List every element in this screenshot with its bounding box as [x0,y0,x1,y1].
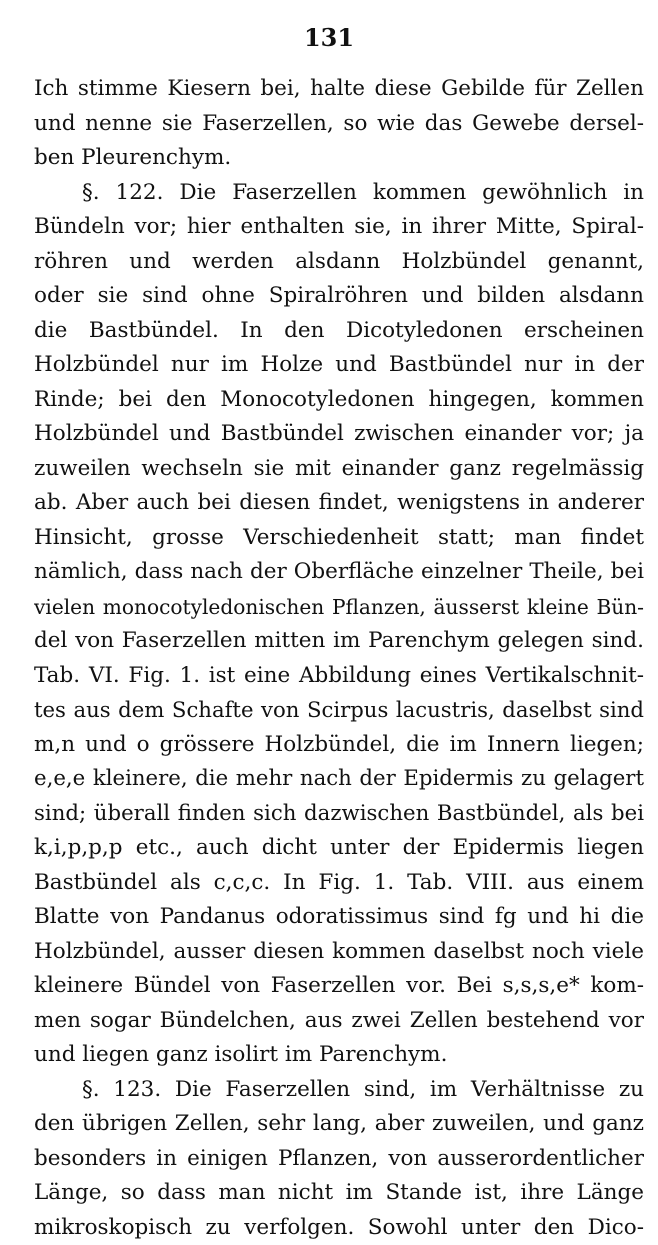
text-line: und liegen ganz isolirt im Parenchym. [34,1038,644,1073]
text-line: nämlich, dass nach der Oberfläche einzelner Theile, bei [34,555,644,590]
text-line: Blatte von Pandanus odoratissimus sind fg und hi die [34,900,644,935]
text-line: tes aus dem Schafte von Scirpus lacustris, daselbst sind [34,693,644,728]
text-line: die Bastbündel. In den Dicotyledonen erscheinen [34,314,644,349]
text-line: Bündeln vor; hier enthalten sie, in ihrer Mitte, Spiral- [34,210,644,245]
text-line: ben Pleurenchym. [34,141,644,176]
text-line: ab. Aber auch bei diesen findet, wenigstens in anderer [34,486,644,521]
text-line: Holzbündel und Bastbündel zwischen einander vor; ja [34,417,644,452]
text-line: m,n und o grössere Holzbündel, die im Innern liegen; [34,728,644,763]
text-line: men sogar Bündelchen, aus zwei Zellen bestehend vor [34,1004,644,1039]
text-line: Holzbündel nur im Holze und Bastbündel nur in der [34,348,644,383]
text-line: besonders in einigen Pflanzen, von ausserordentlicher [34,1142,644,1177]
text-line: vielen monocotyledonischen Pflanzen, äusserst kleine Bün- [34,590,644,625]
section-122-start: §. 122. Die Faserzellen kommen gewöhnlich in [34,176,644,211]
text-line: mikroskopisch zu verfolgen. Sowohl unter den Dico- [34,1211,644,1245]
text-line: den übrigen Zellen, sehr lang, aber zuweilen, und ganz [34,1107,644,1142]
text-line: k,i,p,p,p etc., auch dicht unter der Epidermis liegen [34,831,644,866]
text-line: Hinsicht, grosse Verschiedenheit statt; man findet [34,521,644,556]
text-line: Länge, so dass man nicht im Stande ist, ihre Länge [34,1176,644,1211]
text-line: del von Faserzellen mitten im Parenchym gelegen sind. [34,624,644,659]
text-line: und nenne sie Faserzellen, so wie das Gewebe dersel- [34,107,644,142]
text-line: Bastbündel als c,c,c. In Fig. 1. Tab. VIII. aus einem [34,866,644,901]
body-text [34,72,644,1245]
text-line: zuweilen wechseln sie mit einander ganz regelmässig [34,452,644,487]
text-line: Rinde; bei den Monocotyledonen hingegen, kommen [34,383,644,418]
section-123-start: §. 123. Die Faserzellen sind, im Verhältnisse zu [34,1073,644,1108]
text-line: Ich stimme Kiesern bei, halte diese Gebilde für Zellen [34,72,644,107]
text-line: röhren und werden alsdann Holzbündel genannt, [34,245,644,280]
text-line: e,e,e kleinere, die mehr nach der Epidermis zu gelagert [34,762,644,797]
text-line: oder sie sind ohne Spiralröhren und bilden alsdann [34,279,644,314]
text-line: sind; überall finden sich dazwischen Bastbündel, als bei [34,797,644,832]
text-line: Holzbündel, ausser diesen kommen daselbst noch viele [34,935,644,970]
text-line: kleinere Bündel von Faserzellen vor. Bei s,s,s,e* kom- [34,969,644,1004]
page-number: 131 [0,24,658,52]
text-line: Tab. VI. Fig. 1. ist eine Abbildung eines Vertikalschnit- [34,659,644,694]
